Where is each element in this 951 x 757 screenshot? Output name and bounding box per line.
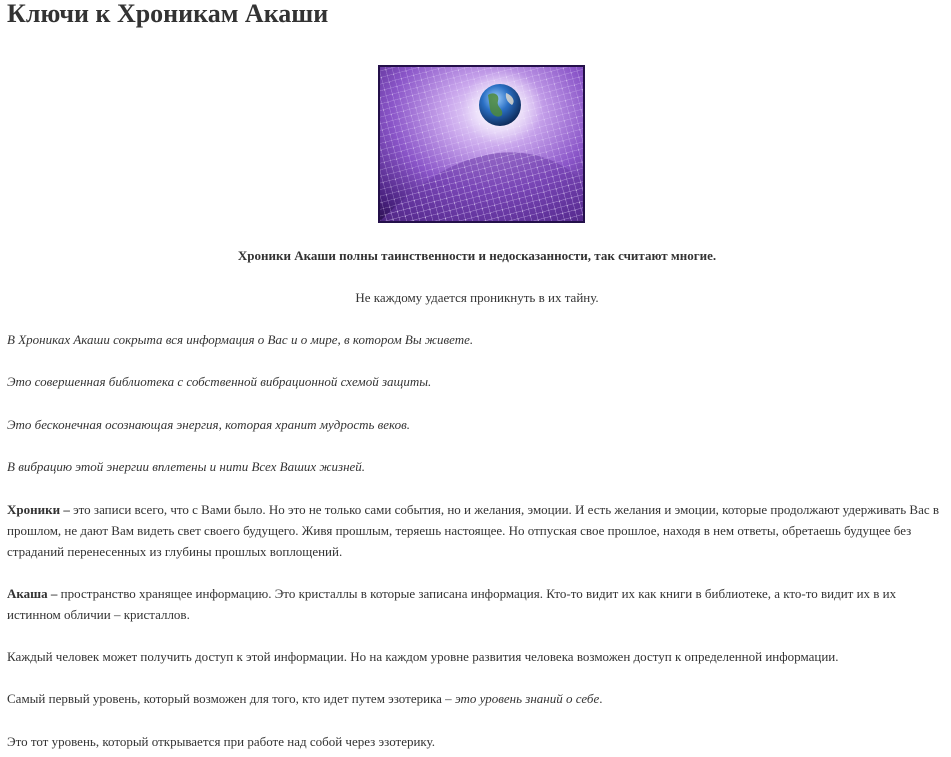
access-paragraph: Каждый человек может получить доступ к этой информации. Но на каждом уровне развития человека возможен доступ к определенной информации. [7, 649, 839, 664]
intro-bold-text: Хроники Акаши полны таинственности и недосказанности, так считают многие. [237, 248, 717, 263]
chronicles-text: это записи всего, что с Вами было. Но это не только сами события, но и желания, эмоции. И есть желания и эмоции, которые продолжают удерживать Вас в прошлом, не дают Вам видеть свет своего будущего. Живя прошлым, теряешь настоящее. Но отпуская свое прошлое, находя в нем ответы, обретаешь будущее без страданий перенесенных из глубины прошлых воплощений. [7, 502, 940, 559]
hero-image [378, 65, 585, 223]
italic-paragraph-1: В Хрониках Акаши сокрыта вся информация о Вас и о мире, в котором Вы живете. [7, 332, 474, 347]
level-italic: это уровень знаний о себе [454, 691, 600, 706]
akasha-paragraph [7, 583, 947, 625]
page-title: Ключи к Хроникам Акаши [7, 0, 329, 28]
level-paragraph [7, 688, 947, 709]
level-end: . [599, 691, 603, 706]
italic-paragraph-3: Это бесконечная осознающая энергия, которая хранит мудрость веков. [7, 417, 411, 432]
closing-paragraph: Это тот уровень, который открывается при работе над собой через эзотерику. [7, 734, 436, 749]
italic-paragraph-4: В вибрацию этой энергии вплетены и нити Всех Ваших жизней. [7, 459, 366, 474]
akasha-text: пространство хранящее информацию. Это кристаллы в которые записана информация. Кто-то видит их как книги в библиотеке, а кто-то видит их в их истинном обличии – кристаллов. [7, 586, 897, 622]
chronicles-term: Хроники – [7, 502, 70, 517]
akasha-term: Акаша – [7, 586, 58, 601]
chronicles-paragraph [7, 499, 947, 562]
italic-paragraph-2: Это совершенная библиотека с собственной вибрационной схемой защиты. [7, 374, 432, 389]
intro-center-text: Не каждому удается проникнуть в их тайну. [355, 290, 599, 305]
level-text: Самый первый уровень, который возможен для того, кто идет путем эзотерика – [7, 691, 455, 706]
